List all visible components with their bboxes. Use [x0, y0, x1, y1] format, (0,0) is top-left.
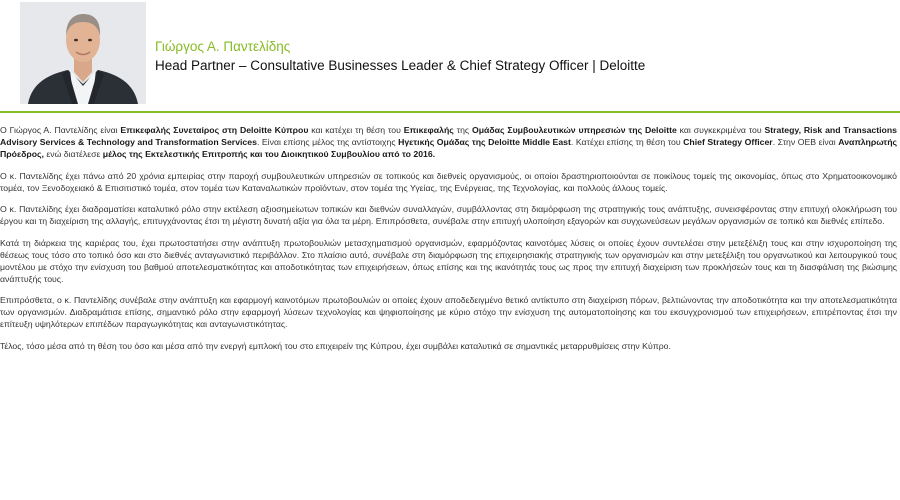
bio-paragraph	[0, 203, 897, 227]
bio-text-run: . Είναι επίσης μέλος της αντίστοιχης	[256, 137, 399, 148]
bio-text-run: της	[453, 125, 472, 135]
bio-text-run: ενώ διατέλεσε	[43, 149, 103, 160]
profile-photo	[20, 2, 146, 104]
profile-name: Γιώργος Α. Παντελίδης	[155, 39, 291, 54]
bio-bold-run: Ηγετικής Ομάδας της Deloitte Middle East	[398, 137, 571, 148]
bio-bold-run: Επικεφαλής Συνεταίρος στη Deloitte Κύπρου	[120, 125, 309, 135]
bio-text-run: Κατά τη διάρκεια της καριέρας του, έχει πρωτοστατήσει στην ανάπτυξη πρωτοβουλιών μετασχηματισμού οργανισμών, εφαρμόζοντας καινοτόμες λύσεις οι οποίες έχουν συντελέσει στην μετεξέλιξη τους και στην ισχυροποίηση της θέσεως τους τόσο στο τοπικό όσο και στο διεθνές ανταγωνιστικό περιβάλλον. Στο πλαίσιο αυτό, συνέβαλε στη διαμόρφωση της επιχειρησιακής στρατηγικής των οργανισμών και στην μετεξέλιξη του οργανωτικού και λειτουργικού τους μοντέλου με στόχο την ενίσχυση του βαθμού αποτελεσματικότητας και αποδοτικότητας των επιχειρήσεων, όπως επίσης και της ικανότητάς τους ως προς την επιτυχή διαχείριση των προκλήσεών τους και τη διασφάλιση της βιώσιμης ανάπτυξής τους.	[0, 237, 897, 284]
bio-bold-run: Strategy, Risk and Transactions Advisory Services & Technology and Transformation Services	[0, 125, 897, 148]
person-portrait-icon	[20, 2, 146, 104]
bio-text-run: Τέλος, τόσο μέσα από τη θέση του όσο και μέσα από την ενεργή εμπλοκή του στο επιχειρείν της Κύπρου, έχει συμβάλει καταλυτικά σε σημαντικές μεταρρυθμίσεις στην Κύπρο.	[0, 340, 671, 351]
bio-paragraph	[0, 237, 897, 285]
bio-text-run: Επιπρόσθετα, ο κ. Παντελίδης συνέβαλε στην ανάπτυξη και εφαρμογή καινοτόμων πρωτοβουλιών οι οποίες έχουν αποδεδειγμένο θετικό αντίκτυπο στη διαχείριση πόρων, βελτιώνοντας την αποδοτικότητα και την αποτελεσματικότητα των οργανισμών. Διαδραμάτισε επίσης, σημαντικό ρόλο στην εφαρμογή λύσεων τεχνολογίας και ψηφιοποίησης με κύριο στόχο την ενίσχυση της αυτοματοποίησης και του εκσυγχρονισμού των επιχειρήσεων, επιτρέποντας έτσι την επίτευξη υψηλότερων επιπέδων παραγωγικότητας και ανταγωνιστικότητας.	[0, 295, 897, 330]
biography-text	[0, 124, 900, 361]
bio-text-run: . Κατέχει επίσης τη θέση του	[570, 137, 684, 148]
bio-text-run: και συγκεκριμένα του	[676, 125, 765, 135]
bio-text-run: και κατέχει τη θέση του	[308, 125, 404, 135]
bio-text-run: Ο Γιώργος Α. Παντελίδης είναι	[0, 125, 121, 135]
bio-paragraph	[0, 170, 897, 194]
bio-paragraph	[0, 340, 897, 352]
bio-paragraph	[0, 124, 897, 160]
bio-bold-run: Επικεφαλής	[403, 125, 454, 135]
bio-bold-run: μέλος της Εκτελεστικής Επιτροπής και του Διοικητικού Συμβουλίου από το 2016.	[102, 149, 436, 160]
bio-paragraph	[0, 294, 897, 330]
profile-title: Head Partner – Consultative Businesses Leader & Chief Strategy Officer | Deloitte	[155, 58, 646, 73]
header-divider	[0, 111, 900, 113]
bio-text-run: . Στην ΟΕΒ είναι	[772, 137, 839, 148]
bio-text-run: Ο κ. Παντελίδης έχει πάνω από 20 χρόνια εμπειρίας στην παροχή συμβουλευτικών υπηρεσιών σε τοπικούς και διεθνείς οργανισμούς, οι οποίοι δραστηριοποιούνται σε ποικίλους τομείς της οικονομίας, όπως στο Χρηματοοικονομικό τομέα, τον Ξενοδοχειακό & Επισιτιστικό τομέα, στον τομέα των Καταναλωτικών προϊόντων, στον τομέα της Υγείας, της Ενέργειας, της Τεχνολογίας, και πολλούς άλλους τομείς.	[0, 170, 897, 193]
bio-bold-run: Ομάδας Συμβουλευτικών υπηρεσιών της Deloitte	[471, 125, 677, 135]
bio-bold-run: Chief Strategy Officer	[683, 137, 773, 148]
bio-bold-run: Αναπληρωτής Πρόεδρος,	[0, 137, 898, 160]
bio-text-run: Ο κ. Παντελίδης έχει διαδραματίσει καταλυτικό ρόλο στην εκτέλεση αξιοσημείωτων τοπικών και διεθνών συναλλαγών, συμβάλλοντας στη διαμόρφωση της στρατηγικής τους ανάπτυξης, συνεισφέροντας στην επιτυχή ολοκλήρωση του έργου και τη διαχείριση της αλλαγής, επιτυγχάνοντας έτσι τη μέγιστη δυνατή αξία για όλα τα μέρη. Επιπρόσθετα, συνέβαλε στην επιτυχή υλοποίηση εξαγορών και συγχωνεύσεων μεγάλων οργανισμών σε τοπικό και διεθνές επίπεδο.	[0, 204, 897, 227]
